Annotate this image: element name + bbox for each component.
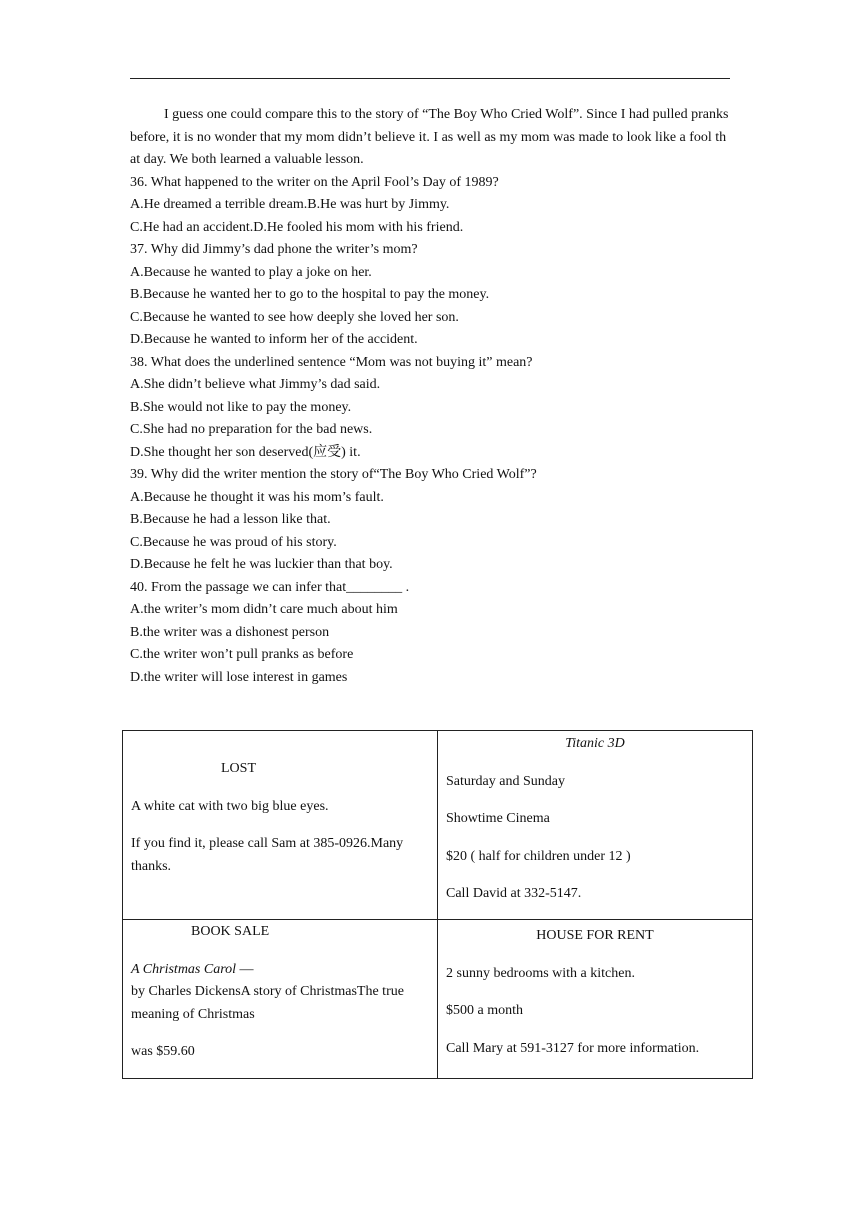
- question-37: [130, 239, 730, 352]
- ads-table: [122, 730, 753, 1079]
- ad-titanic-line3: $20 ( half for children under 12 ): [446, 848, 631, 864]
- question-stem: 38. What does the underlined sentence “Mom was not buying it” mean?: [130, 354, 533, 370]
- question-option: A.She didn’t believe what Jimmy’s dad said.: [130, 377, 381, 392]
- question-option: D.Because he wanted to inform her of the accident.: [130, 332, 418, 347]
- question-stem: 36. What happened to the writer on the April Fool’s Day of 1989?: [130, 174, 499, 190]
- question-stem: 40. From the passage we can infer that________ .: [130, 579, 410, 595]
- header-rule: [130, 78, 730, 79]
- ad-book-sale: [123, 920, 438, 1079]
- ad-book-name: A Christmas Carol: [131, 961, 237, 977]
- ad-lost-line1: A white cat with two big blue eyes.: [131, 798, 329, 814]
- question-39: [130, 464, 730, 577]
- question-option: B.She would not like to pay the money.: [130, 399, 352, 415]
- ad-house-title: HOUSE FOR RENT: [536, 928, 654, 943]
- reading-passage: [130, 104, 730, 689]
- question-stem: 37. Why did Jimmy’s dad phone the writer’s mom?: [130, 242, 418, 257]
- ad-house-rent: [438, 920, 753, 1079]
- question-option: D.Because he felt he was luckier than that boy.: [130, 557, 393, 572]
- ad-titanic-line4: Call David at 332-5147.: [446, 886, 582, 901]
- question-36: [130, 172, 730, 240]
- ad-titanic-line2: Showtime Cinema: [446, 811, 550, 826]
- ad-lost-title: LOST: [221, 761, 256, 776]
- question-option: A.Because he wanted to play a joke on her.: [130, 264, 372, 280]
- ad-lost: [123, 731, 438, 920]
- question-option: B.Because he had a lesson like that.: [130, 512, 331, 527]
- question-option: D.She thought her son deserved(应受) it.: [130, 444, 361, 460]
- question-option: A.He dreamed a terrible dream.B.He was hurt by Jimmy.: [130, 197, 450, 212]
- question-stem: 39. Why did the writer mention the story of“The Boy Who Cried Wolf”?: [130, 467, 537, 482]
- ad-titanic-title: Titanic 3D: [565, 736, 625, 751]
- ad-house-line3: Call Mary at 591-3127 for more information.: [446, 1040, 700, 1056]
- ad-house-line2: $500 a month: [446, 1003, 523, 1018]
- question-option: B.Because he wanted her to go to the hospital to pay the money.: [130, 287, 490, 302]
- question-38: [130, 352, 730, 465]
- ad-book-desc: by Charles DickensA story of ChristmasThe true meaning of Christmas: [131, 984, 404, 1022]
- question-40: [130, 577, 730, 690]
- question-option: C.Because he wanted to see how deeply she loved her son.: [130, 309, 459, 325]
- ad-titanic-line1: Saturday and Sunday: [446, 773, 565, 789]
- ad-lost-line2: If you find it, please call Sam at 385-0926.Many thanks.: [131, 836, 404, 874]
- ad-book-dash: ―: [236, 961, 254, 977]
- question-option: A.Because he thought it was his mom’s fault.: [130, 489, 384, 505]
- question-option: D.the writer will lose interest in games: [130, 669, 348, 685]
- question-option: C.She had no preparation for the bad news.: [130, 422, 373, 437]
- ad-book-title: BOOK SALE: [191, 924, 270, 939]
- question-option: C.the writer won’t pull pranks as before: [130, 647, 354, 662]
- ad-book-price: was $59.60: [131, 1044, 195, 1059]
- ad-book-name-line: [131, 959, 429, 982]
- question-option: A.the writer’s mom didn’t care much about him: [130, 602, 398, 617]
- ad-house-line1: 2 sunny bedrooms with a kitchen.: [446, 965, 635, 981]
- question-option: C.Because he was proud of his story.: [130, 534, 337, 550]
- ad-titanic: [438, 731, 753, 920]
- passage-paragraph: I guess one could compare this to the story of “The Boy Who Cried Wolf”. Since I had pulled pranks before, it is no wonder that my mom didn’t believe it. I as well as my mom was made to look like a fool that day. We both learned a valuable lesson.: [130, 107, 729, 167]
- question-option: B.the writer was a dishonest person: [130, 624, 330, 640]
- question-option: C.He had an accident.D.He fooled his mom with his friend.: [130, 219, 464, 235]
